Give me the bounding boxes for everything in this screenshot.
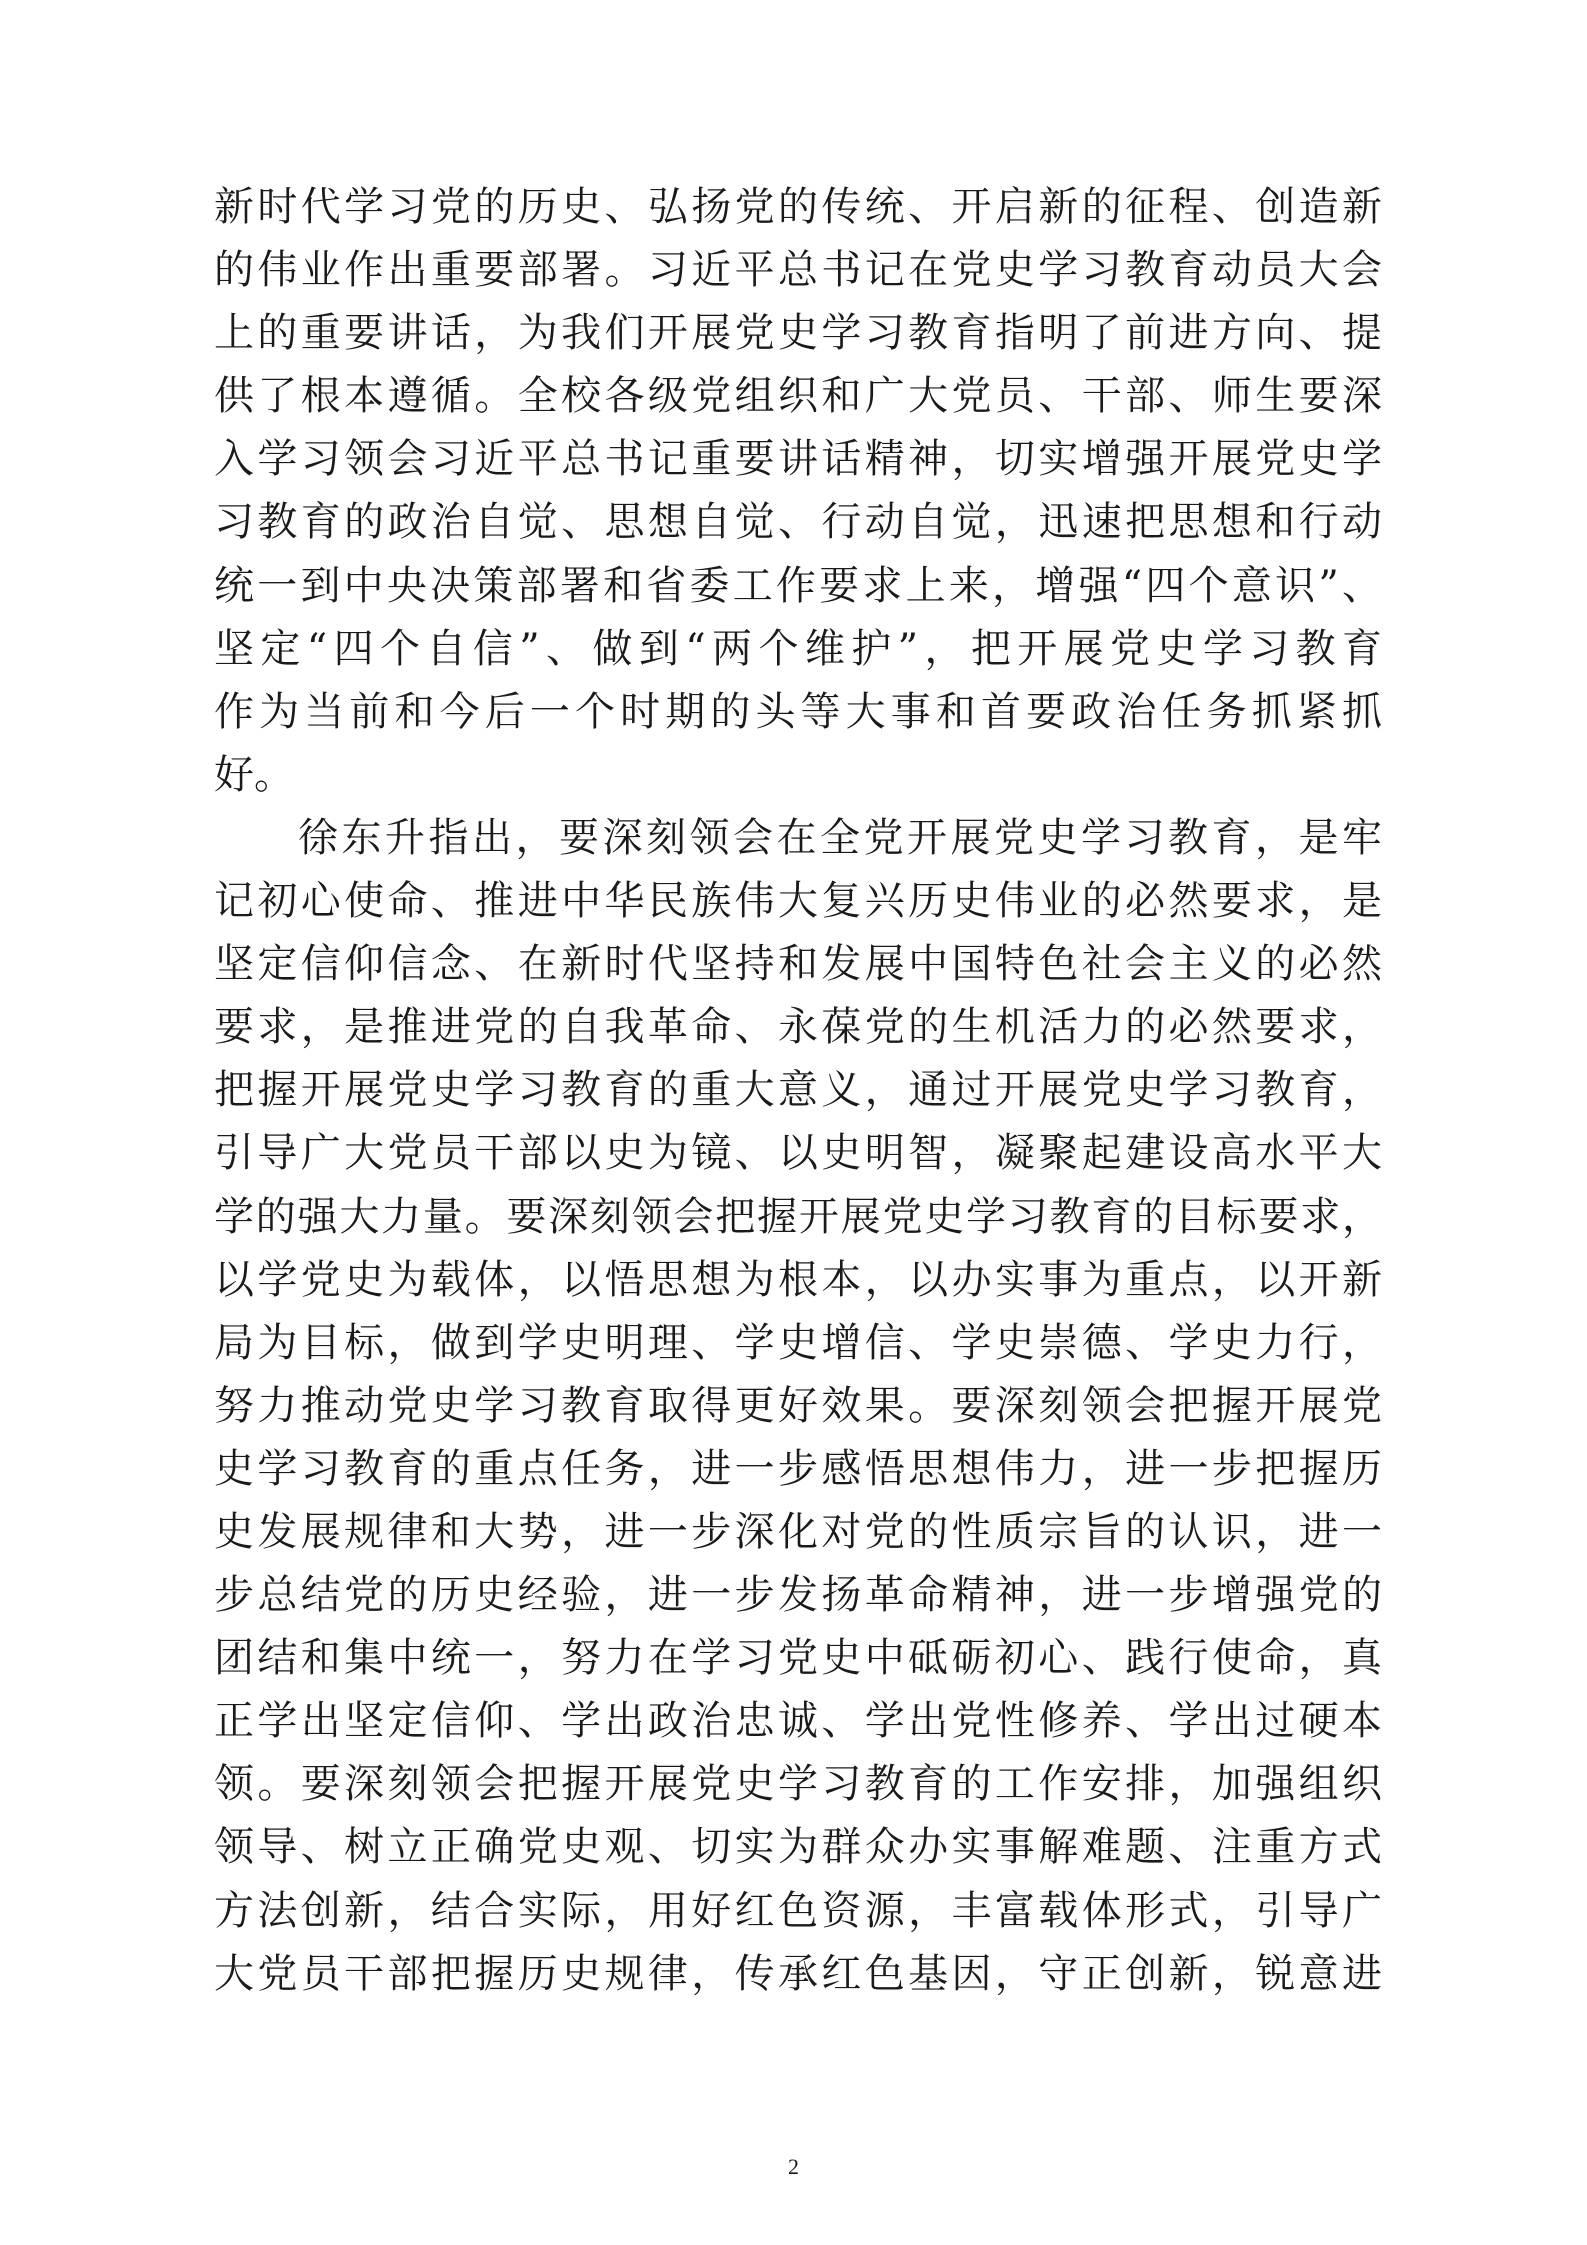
text-line: 入学习领会习近平总书记重要讲话精神，切实增强开展党史学: [214, 436, 1382, 483]
text-line: 作为当前和今后一个时期的头等大事和首要政治任务抓紧抓: [214, 688, 1382, 735]
text-line: 新时代学习党的历史、弘扬党的传统、开启新的征程、创造新: [214, 184, 1382, 230]
text-line: 大党员干部把握历史规律，传承红色基因，守正创新，锐意进: [214, 1950, 1382, 1997]
text-line: 坚定“四个自信”、做到“两个维护”，把开展党史学习教育: [214, 625, 1382, 672]
text-line: 努力推动党史学习教育取得更好效果。要深刻领会把握开展党: [214, 1382, 1382, 1429]
text-line: 要求，是推进党的自我革命、永葆党的生机活力的必然要求，: [214, 1004, 1382, 1051]
page-number: 2: [788, 2154, 799, 2179]
text-line: 学的强大力量。要深刻领会把握开展党史学习教育的目标要求，: [214, 1193, 1382, 1240]
text-line: 正学出坚定信仰、学出政治忠诚、学出党性修养、学出过硬本: [214, 1698, 1382, 1745]
text-line: 的伟业作出重要部署。习近平总书记在党史学习教育动员大会: [214, 247, 1382, 294]
text-line: 好。: [214, 751, 294, 798]
text-line: 上的重要讲话，为我们开展党史学习教育指明了前进方向、提: [214, 310, 1382, 357]
text-line: 把握开展党史学习教育的重大意义，通过开展党史学习教育，: [214, 1067, 1382, 1114]
text-line: 引导广大党员干部以史为镜、以史明智，凝聚起建设高水平大: [214, 1130, 1382, 1177]
text-line: 习教育的政治自觉、思想自觉、行动自觉，迅速把思想和行动: [214, 499, 1382, 546]
paragraph-first-line: 徐东升指出，要深刻领会在全党开展党史学习教育，是牢: [298, 814, 1382, 861]
text-line: 史学习教育的重点任务，进一步感悟思想伟力，进一步把握历: [214, 1445, 1382, 1492]
text-line: 记初心使命、推进中华民族伟大复兴历史伟业的必然要求，是: [214, 878, 1382, 925]
text-line: 统一到中央决策部署和省委工作要求上来，增强“四个意识”、: [214, 562, 1382, 609]
text-line: 领。要深刻领会把握开展党史学习教育的工作安排，加强组织: [214, 1761, 1382, 1808]
text-line: 坚定信仰信念、在新时代坚持和发展中国特色社会主义的必然: [214, 941, 1382, 988]
text-line: 团结和集中统一，努力在学习党史中砥砺初心、践行使命，真: [214, 1635, 1382, 1682]
text-line: 史发展规律和大势，进一步深化对党的性质宗旨的认识，进一: [214, 1508, 1382, 1555]
text-line: 方法创新，结合实际，用好红色资源，丰富载体形式，引导广: [214, 1887, 1382, 1934]
text-line: 局为目标，做到学史明理、学史增信、学史崇德、学史力行，: [214, 1319, 1382, 1366]
text-line: 步总结党的历史经验，进一步发扬革命精神，进一步增强党的: [214, 1572, 1382, 1619]
text-line: 领导、树立正确党史观、切实为群众办实事解难题、注重方式: [214, 1824, 1382, 1871]
body-text: [214, 176, 1382, 2006]
text-line: 以学党史为载体，以悟思想为根本，以办实事为重点，以开新: [214, 1256, 1382, 1303]
text-line: 供了根本遵循。全校各级党组织和广大党员、干部、师生要深: [214, 373, 1382, 420]
